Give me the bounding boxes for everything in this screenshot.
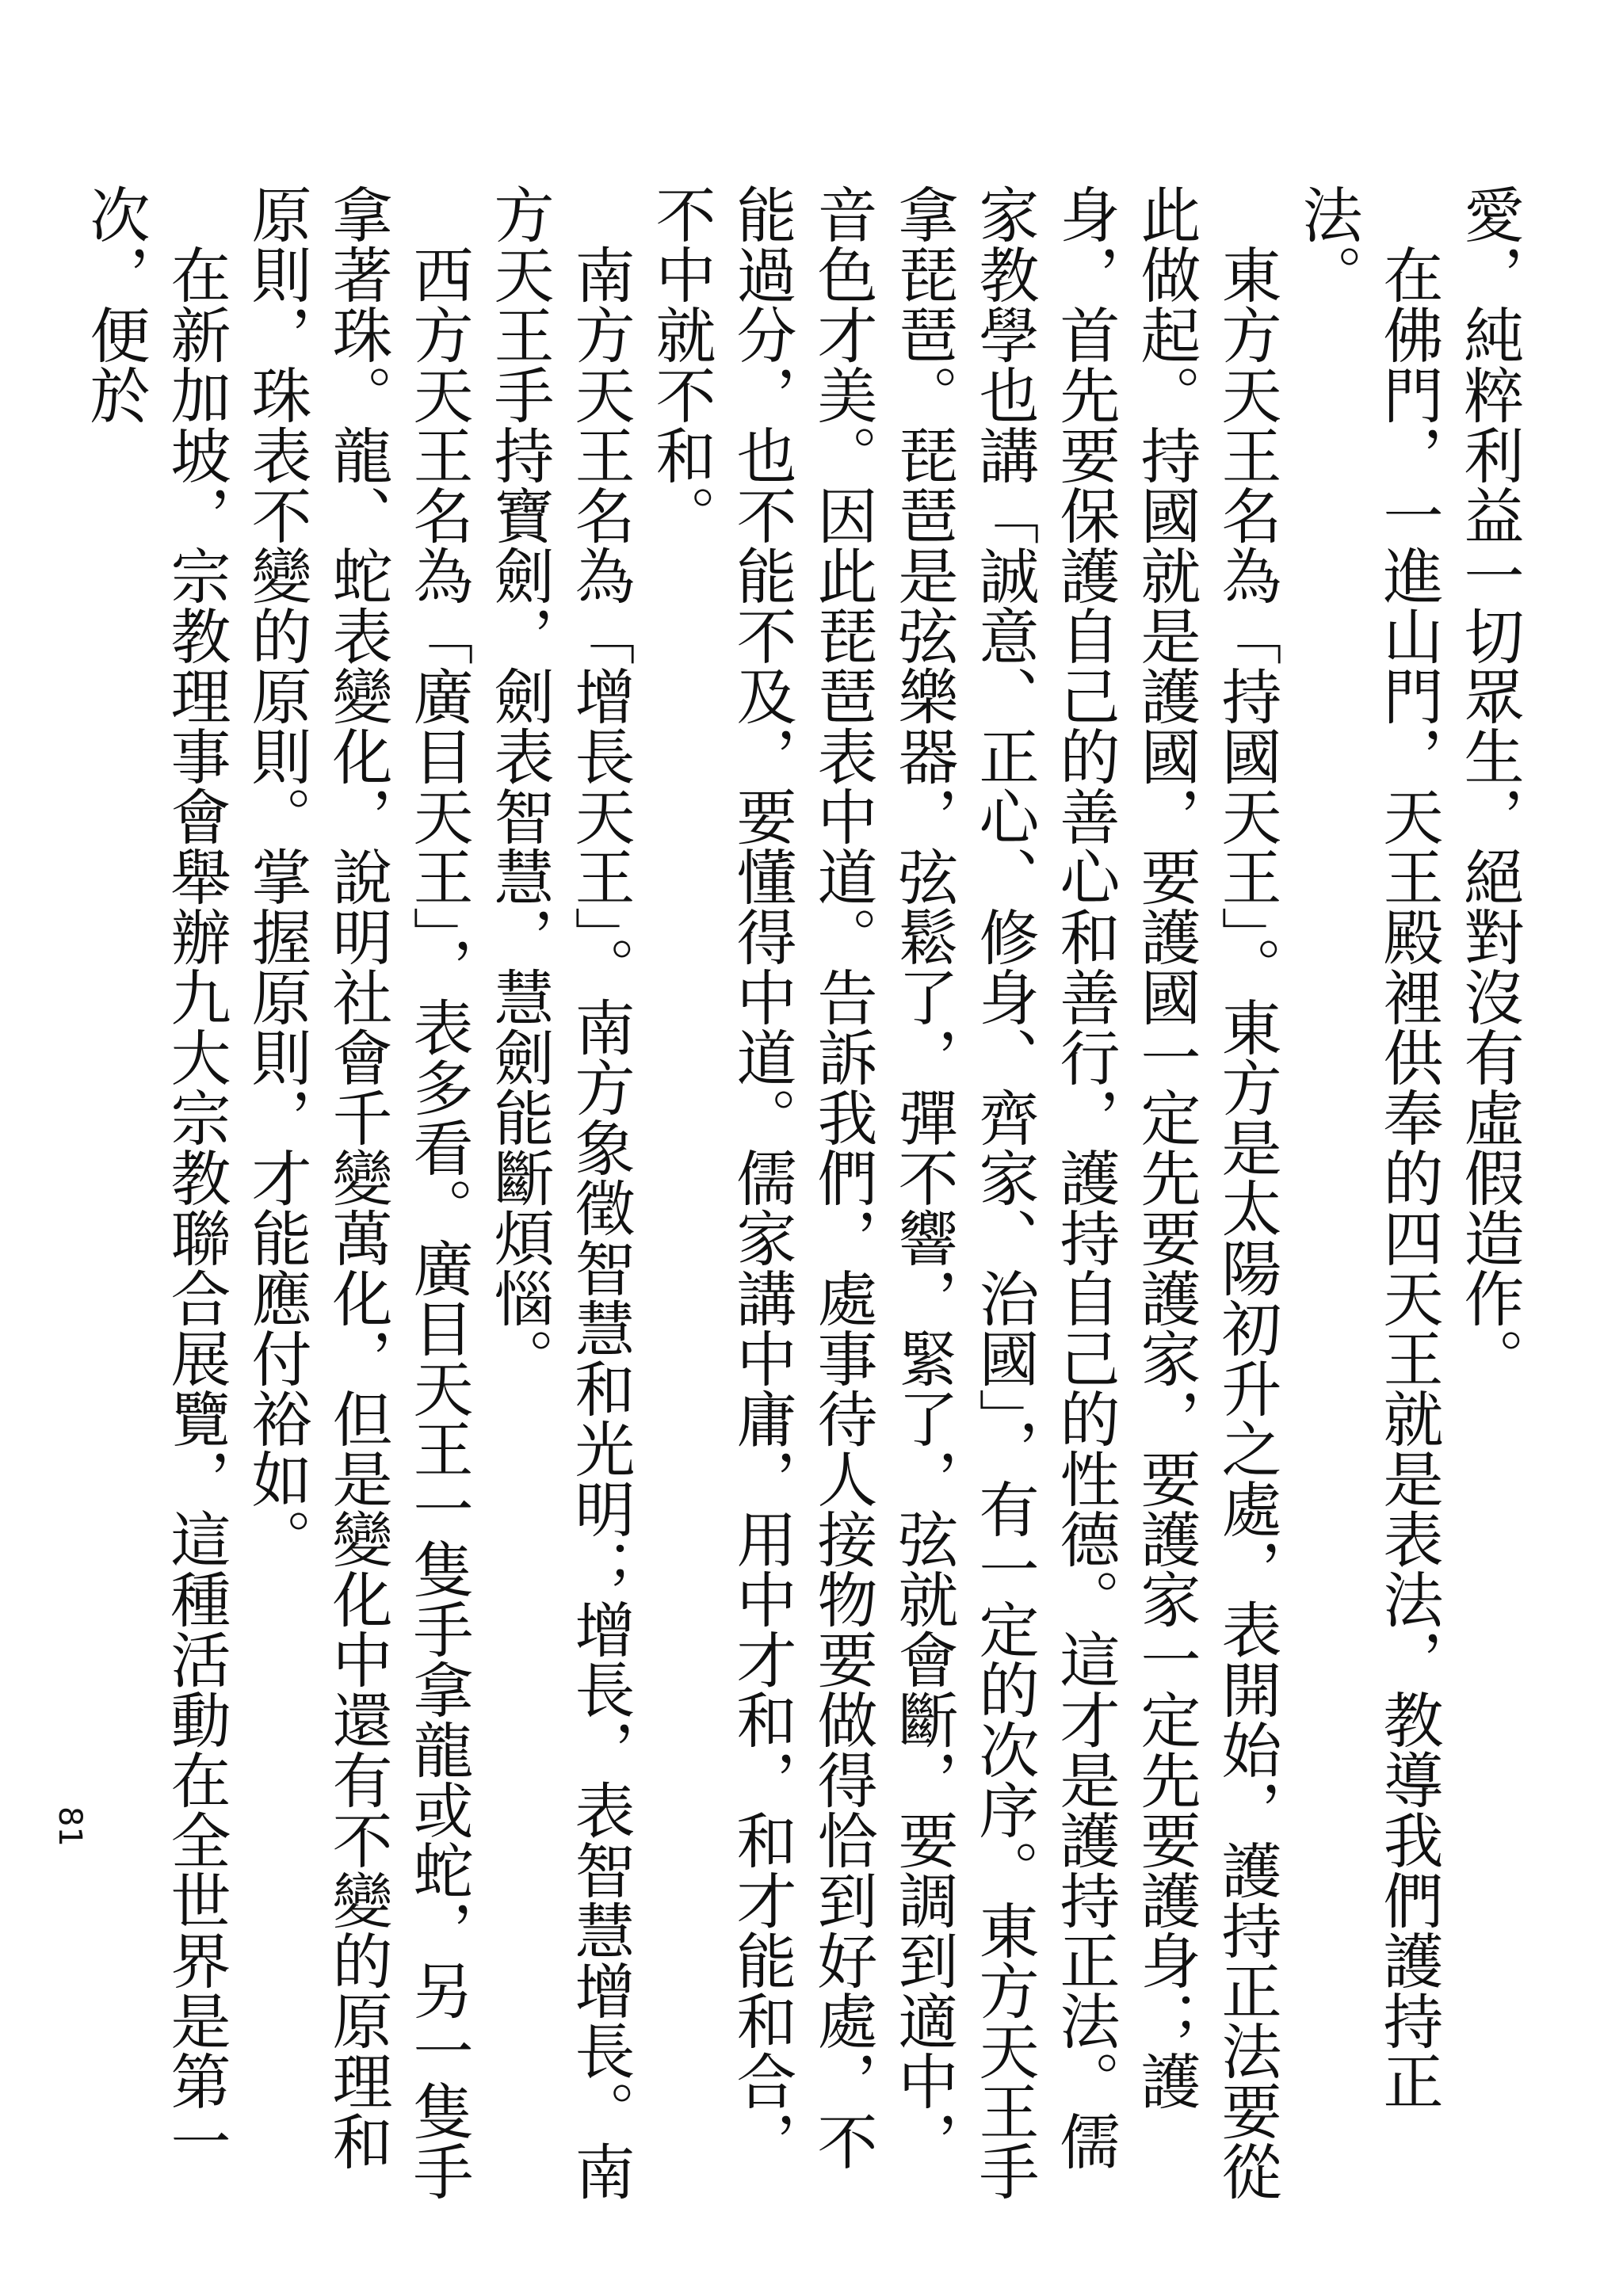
paragraph-1: 愛，純粹利益一切眾生，絕對沒有虛假造作。	[1454, 184, 1525, 1388]
paragraph-5: 西方天王名為「廣目天王」，表多看。廣目天王一隻手拿龍或蛇，另一隻手拿著珠。龍、蛇表變化，說明社會千變萬化，但是變化中還有不變的原理和原則，珠表不變的原則。掌握原則，才能應付裕如。	[242, 184, 474, 2201]
paragraph-4: 南方天王名為「增長天王」。南方象徵智慧和光明；增長，表智慧增長。南方天王手持寶劍，劍表智慧，慧劍能斷煩惱。	[484, 184, 636, 2201]
paragraph-3: 東方天王名為「持國天王」。東方是太陽初升之處，表開始，護持正法要從此做起。持國就是護國，要護國一定先要護家，要護家一定先要護身；護身，首先要保護自己的善心和善行，護持自己的性德。這才是護持正法。儒家教學也講「誠意、正心、修身、齊家、治國」，有一定的次序。東方天王手拿琵琶。琵琶是弦樂器，弦鬆了，彈不響，緊了，弦就會斷，要調到適中，音色才美。因此琵琶表中道。告訴我們，處事待人接物要做得恰到好處，不能過分，也不能不及，要懂得中道。儒家講中庸，用中才和，和才能和合，不中就不和。	[646, 184, 1282, 2201]
page-number: 81	[52, 1806, 88, 1847]
paragraph-2: 在佛門，一進山門，天王殿裡供奉的四天王就是表法，教導我們護持正法。	[1293, 184, 1444, 2111]
paragraph-6: 在新加坡，宗教理事會舉辦九大宗教聯合展覽，這種活動在全世界是第一次，便於	[80, 184, 231, 2171]
body-text	[74, 184, 1529, 2212]
